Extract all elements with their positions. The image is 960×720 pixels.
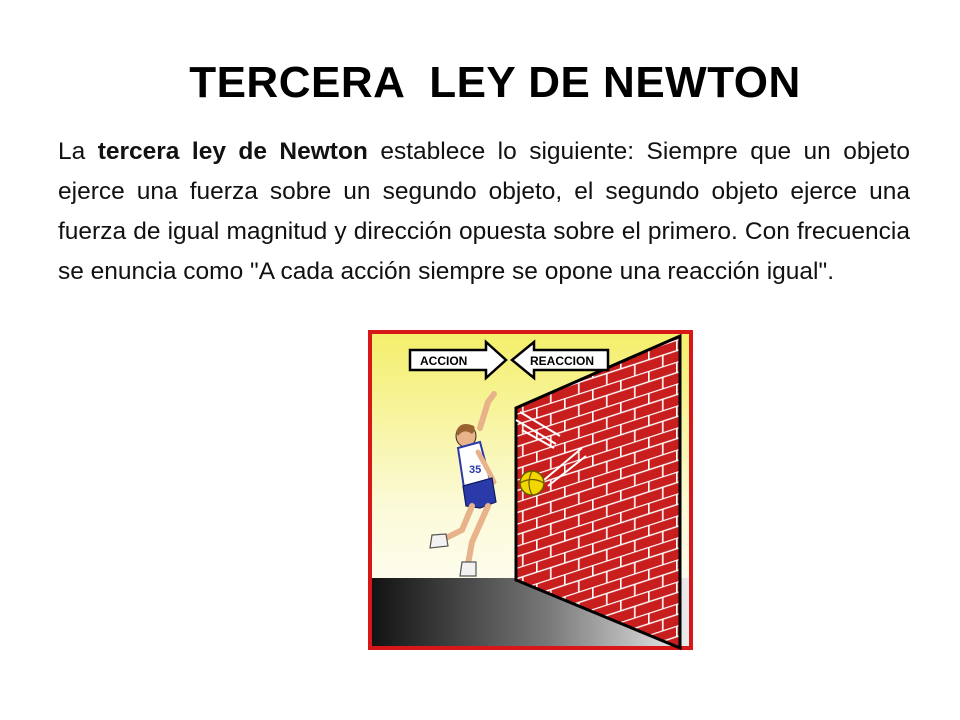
newton-third-law-illustration bbox=[368, 330, 693, 650]
action-label: ACCION bbox=[420, 354, 468, 368]
paragraph-rest: establece lo siguiente: Siempre que un objeto ejerce una fuerza sobre un segundo objeto, el segundo objeto ejerce una fuerza de igual magnitud y dirección opuesta sobre el primero. Con frecuencia se enuncia como "A cada acción siempre se opone una reacción igual". bbox=[58, 138, 910, 285]
jersey-number: 35 bbox=[469, 464, 482, 476]
slide-title: TERCERA LEY DE NEWTON bbox=[189, 58, 801, 107]
basketball bbox=[520, 471, 544, 495]
slide-paragraph bbox=[58, 132, 910, 292]
paragraph-bold-term: tercera ley de Newton bbox=[97, 138, 368, 165]
reaction-label: REACCION bbox=[530, 354, 595, 368]
paragraph-intro: La bbox=[58, 138, 98, 165]
